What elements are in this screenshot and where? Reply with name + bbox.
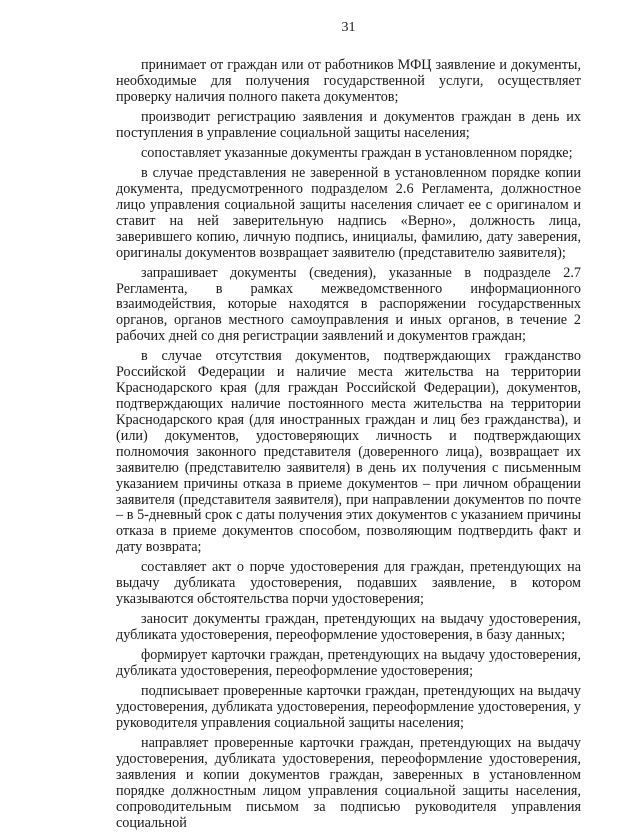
- paragraph: принимает от граждан или от работников МФЦ заявление и документы, необходимые для получения государственной услуги, осуществляет проверку наличия полного пакета документов;: [116, 57, 581, 105]
- paragraph: запрашивает документы (сведения), указанные в подразделе 2.7 Регламента, в рамках межведомственного информационного взаимодействия, которые находятся в распоряжении государственных органов, органов местного самоуправления и иных органов, в течение 2 рабочих дней со дня регистрации заявлений и документов граждан;: [116, 264, 581, 345]
- paragraph: в случае отсутствия документов, подтверждающих гражданство Российской Федерации и наличие места жительства на территории Краснодарского края (для граждан Российской Федерации), документов, подтверждающих наличие постоянного места жительства на территории Краснодарского края (для иностранных граждан и лиц без гражданства), и (или) документов, удостоверяющих личность и подтверждающих полномочия законного представителя (доверенного лица), возвращает их заявителю (представителю заявителя) в день их получения с письменным указанием причины отказа в приеме документов – при личном обращении заявителя (представителя заявителя), при направлении документов по почте – в 5-дневный срок с даты получения этих документов с указанием причины отказа в приеме документов способом, позволяющим подтвердить факт и дату возврата;: [116, 348, 581, 556]
- paragraph: направляет проверенные карточки граждан, претендующих на выдачу удостоверения, дубликата удостоверения, переоформление удостоверения, заявления и копии документов граждан, заверенных в установленном порядке должностным лицом управления социальной защиты населения, сопроводительным письмом за подписью руководителя управления социальной: [116, 735, 581, 831]
- paragraph: сопоставляет указанные документы граждан в установленном порядке;: [141, 144, 573, 161]
- paragraph: подписывает проверенные карточки граждан, претендующих на выдачу удостоверения, дубликата удостоверения, переоформление удостоверения, у руководителя управления социальной защиты населения;: [116, 683, 581, 732]
- paragraph: составляет акт о порче удостоверения для граждан, претендующих на выдачу дубликата удостоверения, подавших заявление, в котором указываются обстоятельства порчи удостоверения;: [116, 559, 581, 608]
- page-number: 31: [341, 20, 356, 35]
- paragraph: заносит документы граждан, претендующих на выдачу удостоверения, дубликата удостоверения, переоформление удостоверения, в базу данных;: [116, 611, 581, 644]
- paragraph: в случае представления не заверенной в установленном порядке копии документа, предусмотренного подразделом 2.6 Регламента, должностное лицо управления социальной защиты населения сличает ее с оригиналом и ставит на ней заверительную надпись «Верно», должность лица, заверившего копию, личную подпись, инициалы, фамилию, дату заверения, оригиналы документов возвращает заявителю (представителю заявителя);: [116, 165, 581, 261]
- document-body: [116, 58, 581, 832]
- paragraph: формирует карточки граждан, претендующих на выдачу удостоверения, дубликата удостоверения, переоформление удостоверения;: [116, 647, 581, 680]
- paragraph: производит регистрацию заявления и документов граждан в день их поступления в управление социальной защиты населения;: [116, 108, 581, 141]
